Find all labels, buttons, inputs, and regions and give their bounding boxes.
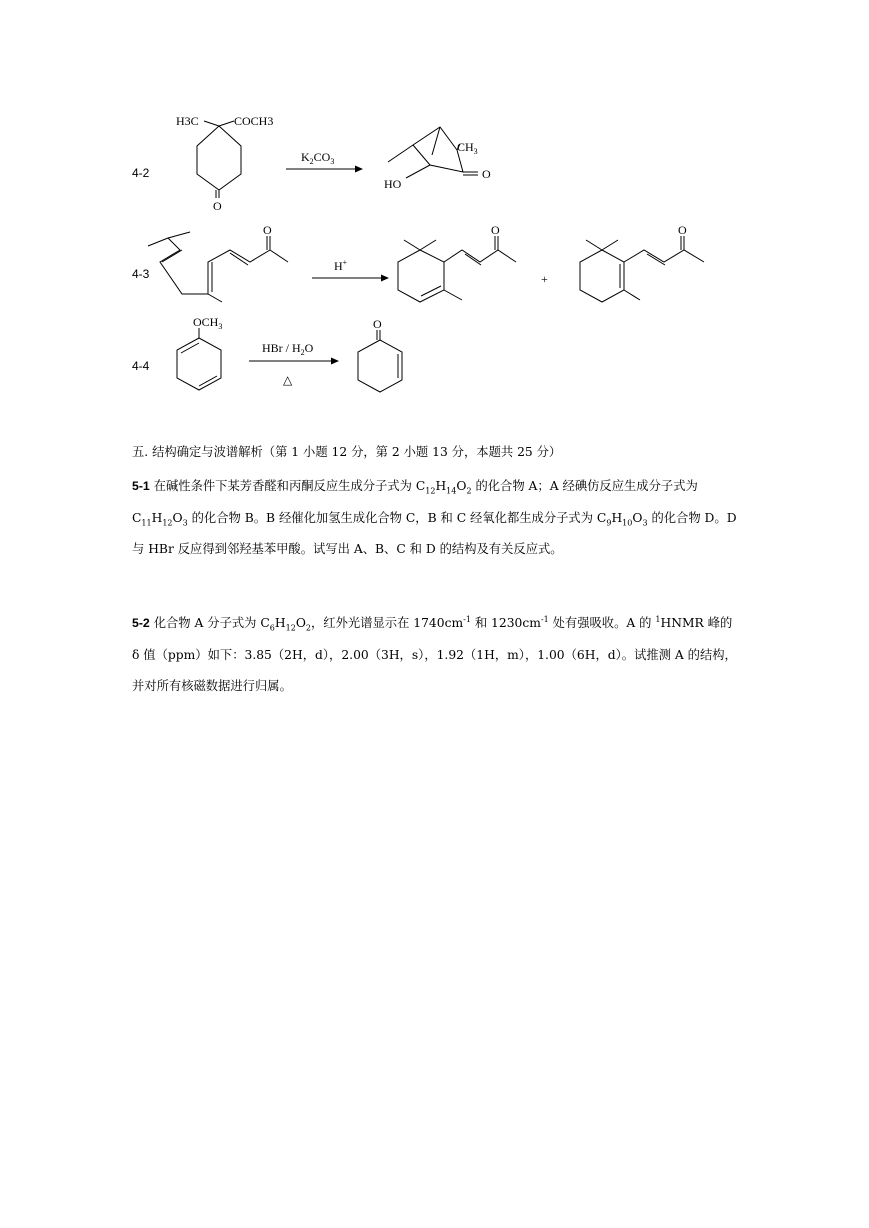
reaction-label-4-3: 4-3: [132, 267, 150, 281]
question-number: 5-1: [132, 479, 150, 493]
question-5-1: 5-1 在碱性条件下某芳香醛和丙酮反应生成分子式为 $C_{12}H_{14}O_2$ 的化合物 A；A 经碘仿反应生成分子式为 $C_{11}H_{12}O_3$ 的化合物 B。B 经催化加氢生成化合物 C，B 和 C 经氧化都生成分子式为 $C_9H_{10}O_3$ 的化合物 D。D 与 HBr 反应得到邻羟基苯甲酸。试写出 A、B、C 和 D 的结构及有关反应式。: [132, 479, 737, 556]
reagent-hbr-h2o: HBr / $H_2O$: [262, 341, 314, 357]
ketone-oxygen-label: O: [213, 199, 222, 213]
substituent-ch3: $CH_3$: [457, 140, 478, 156]
hydroxy-label: HO: [384, 177, 402, 191]
substituent-h3c: H3C: [176, 114, 199, 128]
reaction-arrow-4-4: [249, 358, 339, 365]
question-5-2: 5-2 化合物 A 分子式为 $C_6H_{12}O_2$，红外光谱显示在 $1740cm^{-1}$ 和 $1230cm^{-1}$ 处有强吸收。A 的 $^1$HNMR 峰的 δ 值（ppm）如下：3.85（2H，d），2.00（3H，s），1.92（1H，m），1.00（6H，d）。试推测 A 的结构，并对所有核磁数据进行归属。: [132, 614, 737, 693]
reactant-4-4-methoxy-cyclohexadiene: [177, 328, 221, 390]
product-4-4-cyclohexenone: [358, 330, 402, 392]
ketone-oxygen-label: O: [678, 223, 687, 237]
product-4-3-alpha-ionone: [398, 236, 516, 302]
reagent-h-plus: H+: [334, 258, 348, 273]
section-5-title: 五. 结构确定与波谱解析（第 1 小题 12 分，第 2 小题 13 分，本题共 25 分）: [132, 445, 562, 459]
ketone-oxygen-label: O: [263, 223, 272, 237]
ketone-oxygen-label: O: [491, 223, 500, 237]
reactant-4-3-pseudoionone: [148, 232, 288, 302]
product-ketone-oxygen: O: [482, 167, 491, 181]
reaction-arrow-4-2: [286, 166, 363, 173]
question-number: 5-2: [132, 616, 150, 630]
reaction-label-4-4: 4-4: [132, 359, 150, 373]
substituent-coch3: COCH3: [234, 114, 274, 128]
ketone-oxygen-label: O: [373, 317, 382, 331]
reactant-4-2-cyclohexanone: [197, 121, 241, 198]
condition-heat: △: [283, 373, 293, 387]
reagent-k2co3: $K_2CO_3$: [301, 150, 335, 166]
product-4-3-beta-ionone: [580, 236, 704, 302]
plus-sign: +: [541, 272, 548, 286]
substituent-och3: $OCH_3$: [193, 315, 223, 331]
reaction-label-4-2: 4-2: [132, 166, 150, 180]
reaction-arrow-4-3: [312, 275, 389, 282]
